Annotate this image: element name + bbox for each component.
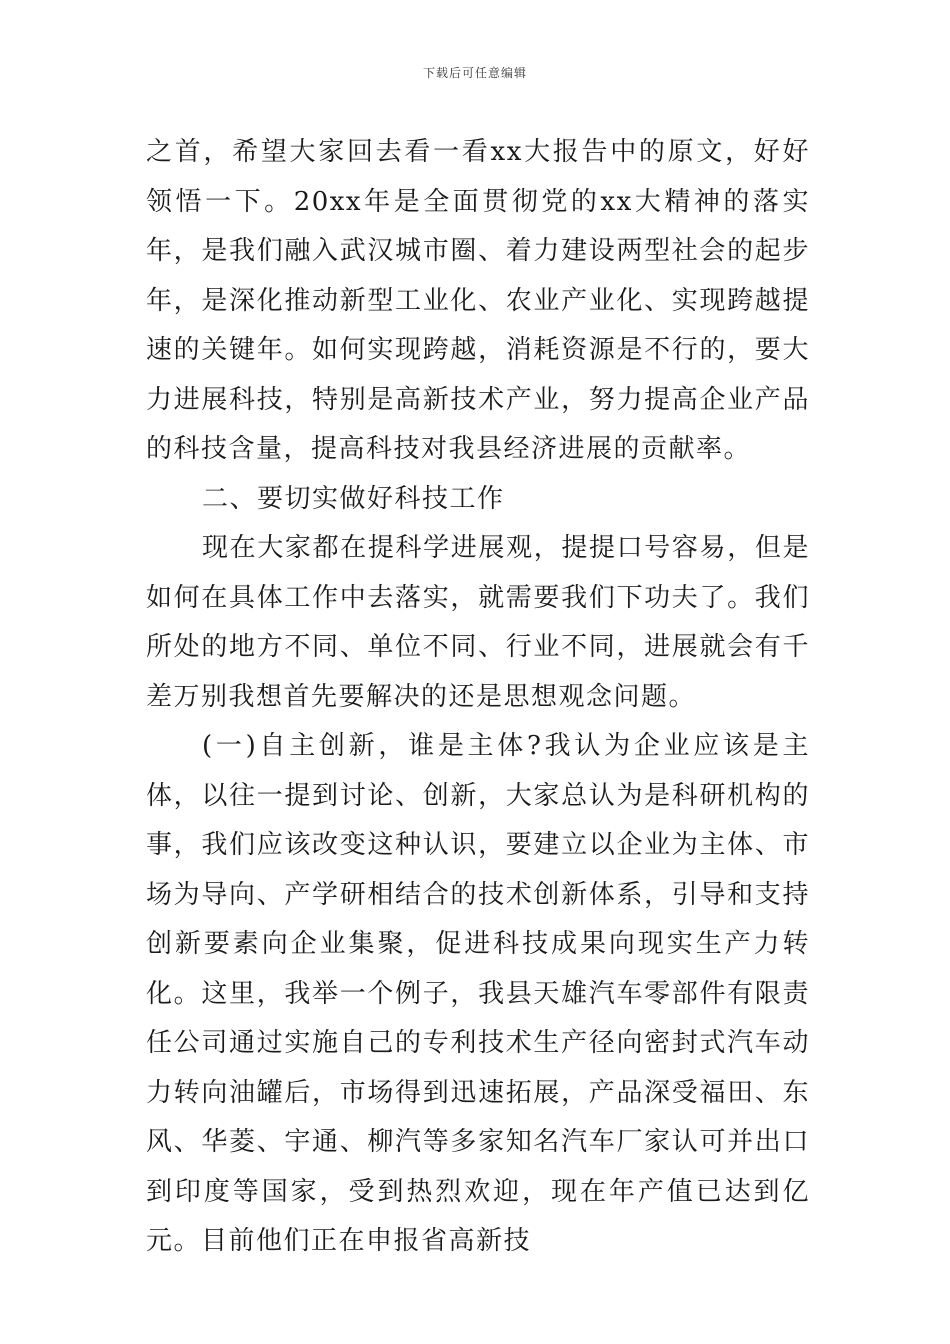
paragraph-2: 现在大家都在提科学进展观，提提口号容易，但是如何在具体工作中去落实，就需要我们下功夫了。我们所处的地方不同、单位不同、行业不同，进展就会有千差万别我想首先要解决的还是思想观念问题。 (146, 533, 810, 712)
page-header: 下载后可任意编辑 (422, 66, 527, 80)
paragraph-1: 之首，希望大家回去看一看xx大报告中的原文，好好领悟一下。20xx年是全面贯彻党的xx大精神的落实年，是我们融入武汉城市圈、着力建设两型社会的起步年，是深化推动新型工业化、农业产业化、实现跨越提速的关键年。如何实现跨越，消耗资源是不行的，要大力进展科技，特别是高新技术产业，努力提高企业产品的科技含量，提高科技对我县经济进展的贡献率。 (146, 137, 810, 464)
section-heading: 二、要切实做好科技工作 (202, 483, 505, 514)
document-body (146, 128, 810, 1267)
paragraph-3: (一)自主创新，谁是主体?我认为企业应该是主体，以往一提到讨论、创新，大家总认为是科研机构的事，我们应该改变这种认识，要建立以企业为主体、市场为导向、产学研相结合的技术创新体系，引导和支持创新要素向企业集聚，促进科技成果向现实生产力转化。这里，我举一个例子，我县天雄汽车零部件有限责任公司通过实施自己的专利技术生产径向密封式汽车动力转向油罐后，市场得到迅速拓展，产品深受福田、东风、华菱、宇通、柳汽等多家知名汽车厂家认可并出口到印度等国家，受到热烈欢迎，现在年产值已达到亿元。目前他们正在申报省高新技 (146, 731, 810, 1256)
